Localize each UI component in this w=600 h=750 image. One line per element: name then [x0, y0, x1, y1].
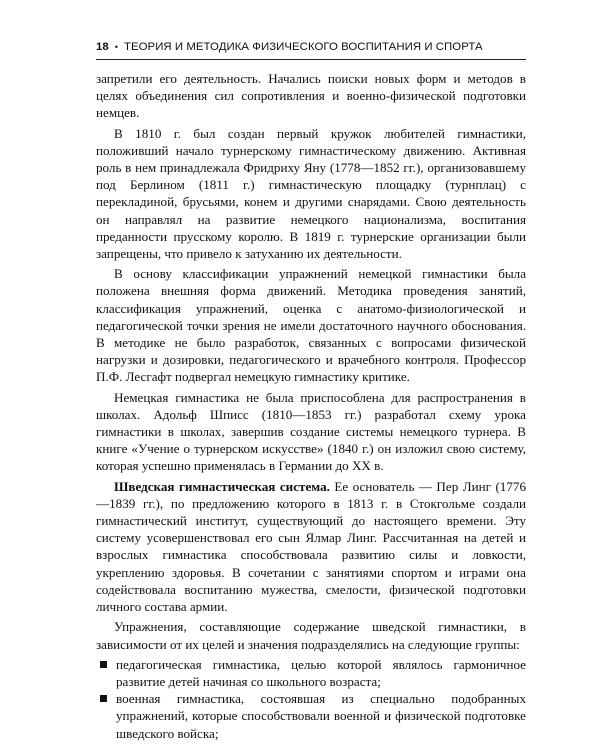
header-rule: [96, 59, 526, 60]
section-heading: Шведская гимнастическая система.: [114, 478, 330, 494]
paragraph: Немецкая гимнастика не была приспособлена для распространения в школах. Адольф Шписс (1810—1853 гг.) разработал схему урока гимнастики в школах, завершив создание системы немецкого турнера. В книге «Учение о турнерском искусстве» (1840 г.) он изложил свою систему, которая успешно применялась в Германии до XX в.: [96, 389, 526, 474]
list-item-text: военная гимнастика, состоявшая из специально подобранных упражнений, которые способствовали военной и физической подготовке шведского войска;: [116, 691, 526, 741]
bullet-list: [96, 656, 526, 742]
body-text: [96, 70, 526, 742]
paragraph: В основу классификации упражнений немецкой гимнастики была положена внешняя форма движений. Методика проведения занятий, классификация упражнений, оценка с анатомо-физиологической и педагогической точки зрения не имели достаточного научного обоснования. В методике не было разработок, связанных с вопросами физической нагрузки и дозировки, педагогического и врачебного контроля. Профессор П.Ф. Лесгафт подвергал немецкую гимнастику критике.: [96, 266, 526, 385]
square-bullet-icon: [100, 695, 107, 702]
running-header: [96, 41, 524, 53]
paragraph: запретили его деятельность. Начались поиски новых форм и методов в целях объединения сил сопротивления и военно-физической подготовки немцев.: [96, 71, 526, 121]
header-separator: •: [114, 42, 118, 52]
header-title: ТЕОРИЯ И МЕТОДИКА ФИЗИЧЕСКОГО ВОСПИТАНИЯ И СПОРТА: [123, 41, 483, 53]
page-number: 18: [96, 41, 109, 53]
paragraph: Упражнения, составляющие содержание шведской гимнастики, в зависимости от их целей и значения подразделялись на следующие группы:: [96, 619, 526, 652]
square-bullet-icon: [100, 661, 107, 668]
list-item-text: педагогическая гимнастика, целью которой являлось гармоничное развитие детей начиная со школьного возраста;: [116, 656, 526, 689]
paragraph: В 1810 г. был создан первый кружок любителей гимнастики, положивший начало турнерскому гимнастическому движению. Активная роль в нем принадлежала Фридриху Яну (1778—1852 гг.), организовавшему под Берлином (1811 г.) гимнастическую площадку (турнплац) с перекладиной, брусьями, конем и другими снарядами. Свою деятельность он направлял на развитие немецкого национализма, воспитания преданности прусскому королю. В 1819 г. турнерские организации были запрещены, что привело к затуханию их деятельности.: [96, 125, 526, 262]
list-item: [96, 656, 526, 690]
list-item: [96, 690, 526, 742]
section-text: Ее основатель — Пер Линг (1776—1839 гг.), по предложению которого в 1813 г. в Стокгольме создали гимнастический институт, существующий до настоящего времени. Эту систему усовершенствовал его сын Ялмар Линг. Рассчитанная на детей и взрослых гимнастика способствовала развитию силы и ловкости, укреплению здоровья. В сочетании с занятиями спортом и играми она содействовала воспитанию мужества, смелости, физической подготовки личного состава армии.: [96, 478, 526, 615]
paragraph-swedish: [96, 478, 526, 616]
